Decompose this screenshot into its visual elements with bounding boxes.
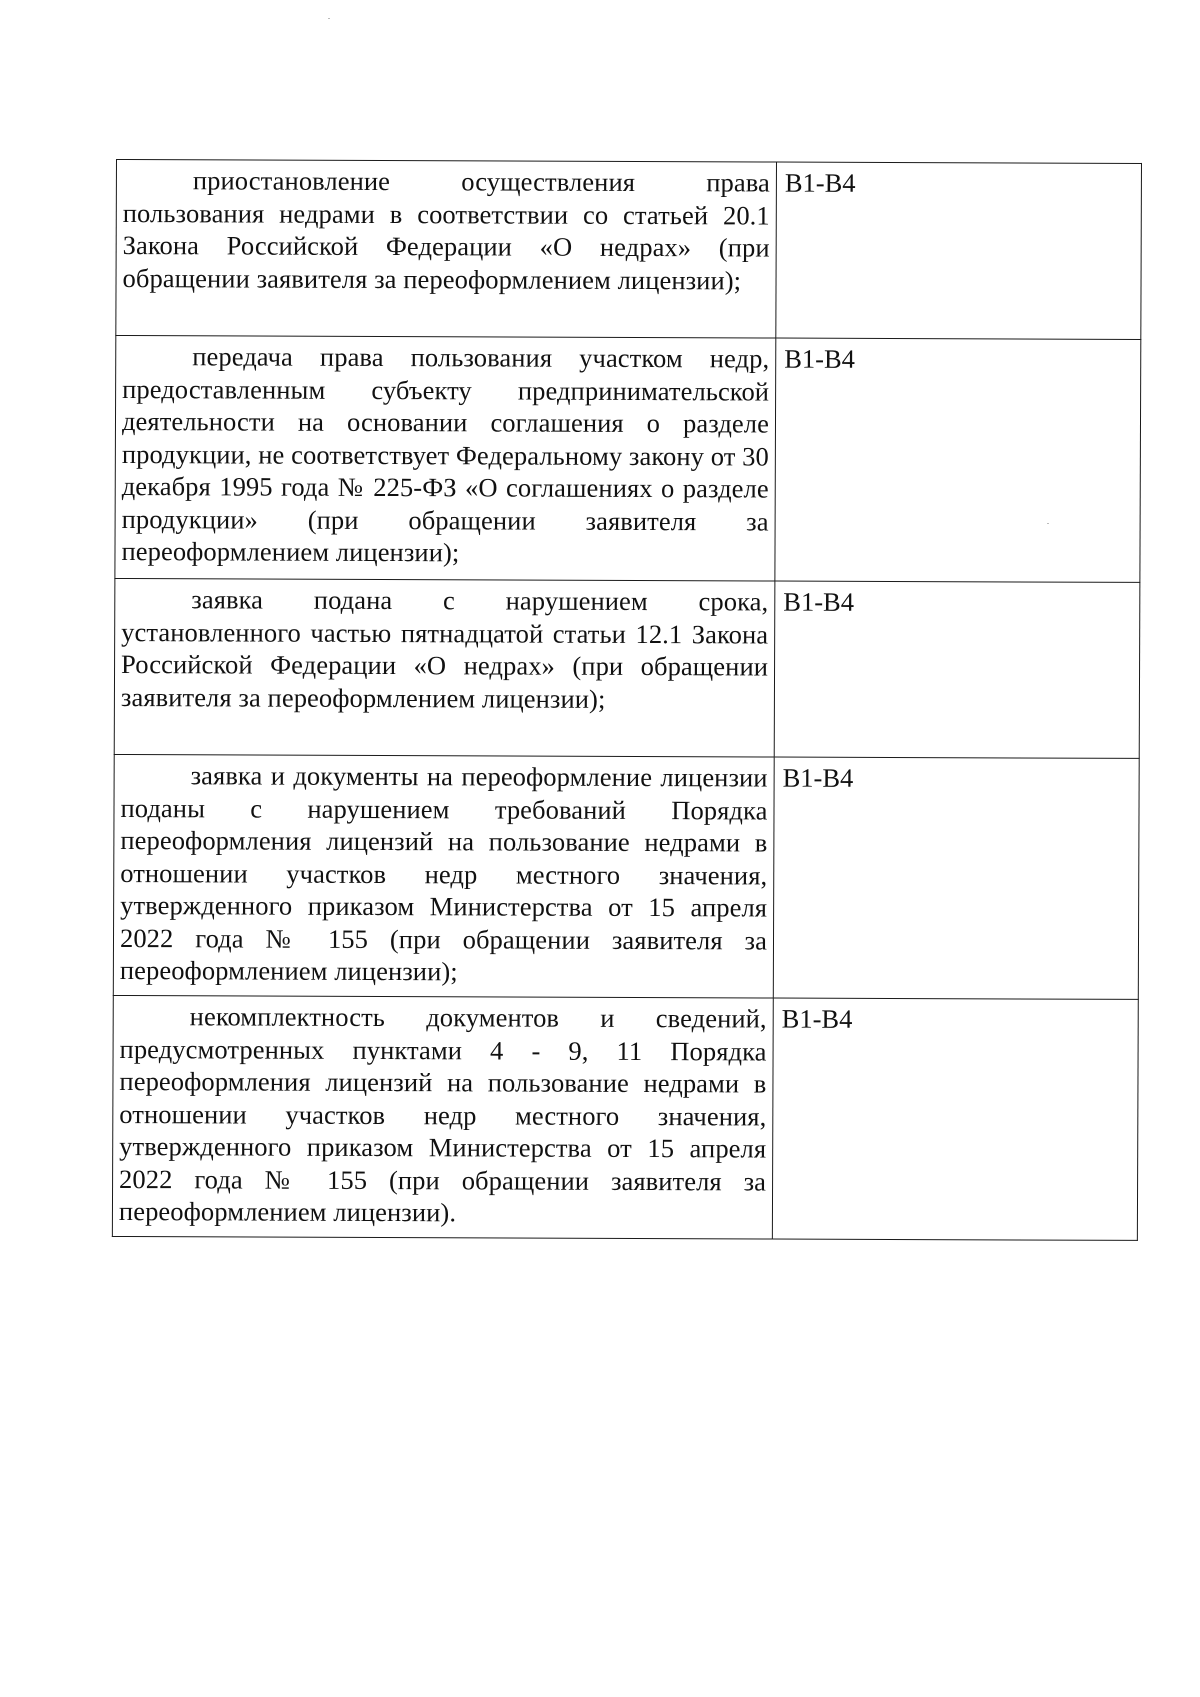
table-row bbox=[114, 578, 1140, 758]
reason-text: приостановление осуществления права пользования недрами в соответствии со статьей 20.1 Закона Российской Федерации «О недрах» (при обращении заявителя за переоформлением лицензии); bbox=[122, 165, 770, 295]
code-text: B1-B4 bbox=[784, 167, 856, 198]
code-cell bbox=[776, 162, 1142, 339]
code-text: B1-B4 bbox=[782, 762, 854, 793]
code-text: B1-B4 bbox=[783, 586, 855, 617]
table-row bbox=[112, 995, 1138, 1240]
code-text: B1-B4 bbox=[781, 1003, 853, 1034]
reason-text: некомплектность документов и сведений, предусмотренных пунктами 4 - 9, 11 Порядка переоформления лицензий на пользование недрами в отношении участков недр местного значения, утвержденного приказом Министерства от 15 апреля 2022 года № 155 (при обращении заявителя за переоформлением лицензии). bbox=[118, 1001, 767, 1228]
reason-text: передача права пользования участком недр, предоставленным субъекту предпринимательской деятельности на основании соглашения о разделе продукции, не соответствует Федеральному закону от 30 декабря 1995 года № 225-ФЗ «О соглашениях о разделе продукции» (при обращении заявителя за переоформлением лицензии); bbox=[121, 341, 770, 568]
table-row bbox=[116, 160, 1142, 340]
reason-cell bbox=[116, 160, 777, 339]
code-text: B1-B4 bbox=[784, 343, 855, 374]
table-row bbox=[115, 336, 1141, 583]
refusal-grounds-table bbox=[112, 159, 1142, 1241]
reason-cell bbox=[112, 995, 773, 1239]
reason-text: заявка подана с нарушением срока, установленного частью пятнадцатой статьи 12.1 Закона Российской Федерации «О недрах» (при обращении заявителя за переоформлением лицензии); bbox=[120, 584, 769, 714]
code-cell bbox=[772, 998, 1138, 1240]
reason-cell bbox=[114, 578, 775, 757]
code-cell bbox=[775, 338, 1141, 582]
table-row bbox=[113, 754, 1139, 999]
reason-cell bbox=[113, 754, 774, 998]
reason-text: заявка и документы на переоформление лицензии поданы с нарушением требований Порядка переоформления лицензий на пользование недрами в отношении участков недр местного значения, утвержденного приказом Министерства от 15 апреля 2022 года № 155 (при обращении заявителя за переоформлением лицензии); bbox=[119, 760, 768, 987]
code-cell bbox=[773, 757, 1139, 999]
reason-cell bbox=[115, 336, 776, 582]
scan-speck bbox=[328, 18, 330, 19]
code-cell bbox=[774, 581, 1140, 758]
